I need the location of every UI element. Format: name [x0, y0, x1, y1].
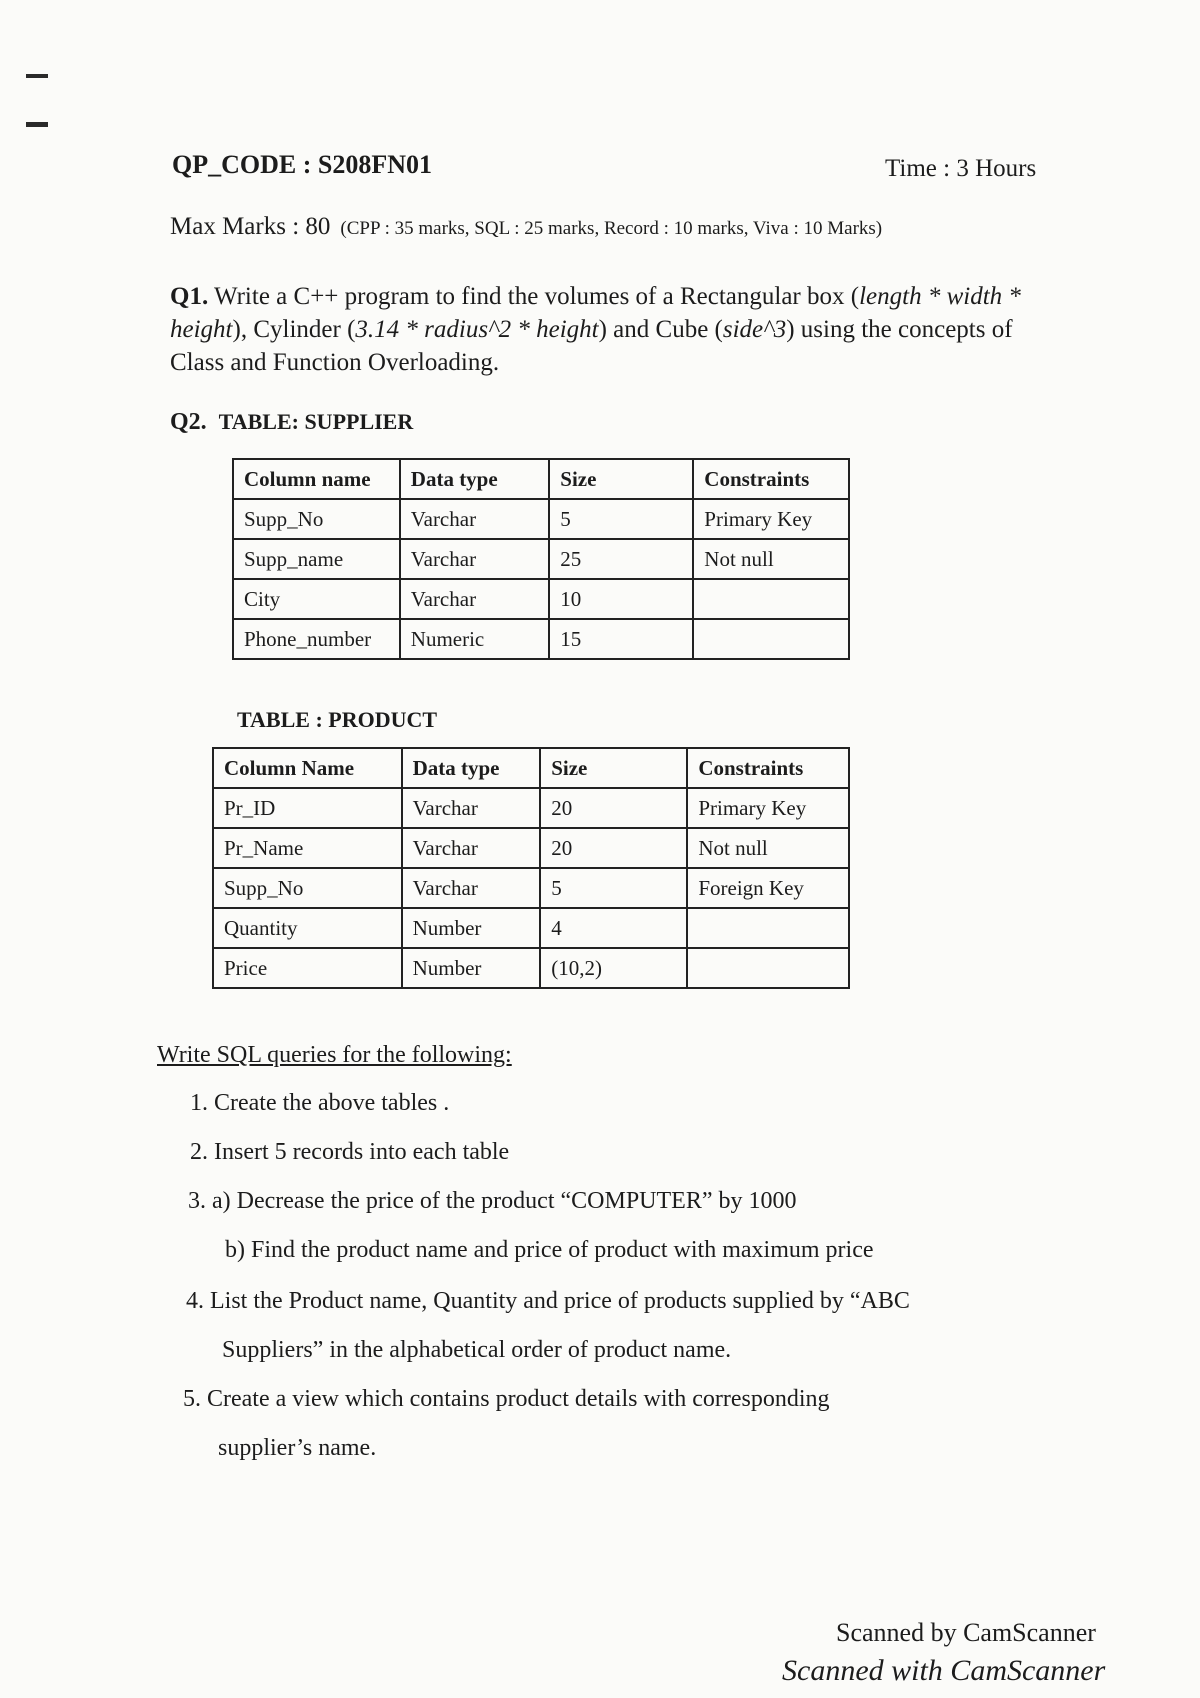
table-cell: Number — [402, 948, 541, 988]
table-cell: Supp_name — [233, 539, 400, 579]
table-cell: Primary Key — [693, 499, 849, 539]
table-cell: (10,2) — [540, 948, 687, 988]
q1-text-6: side^3 — [722, 316, 787, 343]
list-item: 2. Insert 5 records into each table — [190, 1139, 510, 1165]
header-cell: Column Name — [213, 748, 402, 788]
product-table-title: TABLE : PRODUCT — [237, 707, 438, 732]
table-cell: Varchar — [402, 788, 541, 828]
table-cell: 5 — [549, 499, 693, 539]
table-cell: 4 — [540, 908, 687, 948]
supplier-table — [232, 458, 850, 660]
table-cell: Price — [213, 948, 402, 988]
table-cell: Primary Key — [687, 788, 849, 828]
header-cell: Column name — [233, 459, 400, 499]
table-cell: Supp_No — [233, 499, 400, 539]
q1-text-4: 3.14 * radius^2 * height — [355, 316, 599, 343]
table-cell: Numeric — [400, 619, 550, 659]
max-marks — [170, 213, 882, 241]
table-row — [233, 579, 849, 619]
table-cell: Pr_Name — [213, 828, 402, 868]
scan-mark-1 — [26, 74, 48, 78]
table-cell: Phone_number — [233, 619, 400, 659]
table-cell: Varchar — [400, 539, 550, 579]
list-item: Suppliers” in the alphabetical order of product name. — [222, 1337, 732, 1363]
scanned-by-note: Scanned by CamScanner — [836, 1618, 1096, 1647]
header-cell: Data type — [400, 459, 550, 499]
scanned-with-watermark: Scanned with CamScanner — [782, 1654, 1106, 1687]
table-cell: 10 — [549, 579, 693, 619]
table-row — [213, 788, 849, 828]
table-cell — [693, 579, 849, 619]
supplier-table-title: TABLE: SUPPLIER — [218, 409, 414, 434]
table-cell: 15 — [549, 619, 693, 659]
table-cell: 25 — [549, 539, 693, 579]
table-row — [213, 948, 849, 988]
table-cell: Number — [402, 908, 541, 948]
table-cell: Varchar — [402, 828, 541, 868]
q1-text-3: ), Cylinder ( — [232, 316, 356, 343]
table-cell: Foreign Key — [687, 868, 849, 908]
question-1 — [170, 280, 1070, 379]
list-item: b) Find the product name and price of product with maximum price — [225, 1237, 874, 1263]
list-item: supplier’s name. — [218, 1435, 377, 1461]
table-cell — [687, 948, 849, 988]
list-item: 3. a) Decrease the price of the product “COMPUTER” by 1000 — [188, 1188, 797, 1214]
table-row — [233, 619, 849, 659]
sql-heading: Write SQL queries for the following: — [157, 1042, 512, 1068]
table-cell — [693, 619, 849, 659]
q1-text-2: length * width * height — [170, 283, 1021, 343]
header-cell: Constraints — [693, 459, 849, 499]
scan-mark-2 — [26, 122, 48, 127]
q1-text-5: ) and Cube ( — [598, 316, 723, 343]
table-cell: Not null — [687, 828, 849, 868]
header-cell: Size — [540, 748, 687, 788]
table-cell: Varchar — [402, 868, 541, 908]
header-cell: Data type — [402, 748, 541, 788]
table-cell: Varchar — [400, 499, 550, 539]
table-header-row — [233, 459, 849, 499]
header-cell: Size — [549, 459, 693, 499]
q1-text-1: Write a C++ program to find the volumes of a Rectangular box ( — [214, 283, 860, 310]
marks-split: (CPP : 35 marks, SQL : 25 marks, Record : 10 marks, Viva : 10 Marks) — [340, 218, 883, 239]
q2-heading — [170, 409, 413, 436]
table-cell: Supp_No — [213, 868, 402, 908]
list-item: 5. Create a view which contains product details with corresponding — [183, 1386, 830, 1412]
table-row — [213, 908, 849, 948]
table-header-row — [213, 748, 849, 788]
q1-label: Q1. — [170, 283, 209, 310]
table-row — [213, 828, 849, 868]
table-cell: Pr_ID — [213, 788, 402, 828]
time-allowed: Time : 3 Hours — [885, 155, 1037, 182]
table-cell: 5 — [540, 868, 687, 908]
table-cell: Quantity — [213, 908, 402, 948]
table-row — [233, 539, 849, 579]
max-marks-label: Max Marks : 80 — [170, 213, 331, 240]
table-cell: 20 — [540, 788, 687, 828]
table-cell: 20 — [540, 828, 687, 868]
table-cell: City — [233, 579, 400, 619]
table-cell: Not null — [693, 539, 849, 579]
qp-code: QP_CODE : S208FN01 — [172, 150, 432, 179]
list-item: 1. Create the above tables . — [190, 1090, 450, 1116]
product-table — [212, 747, 850, 989]
q1-text-7: ) using the concepts of Class and Function Overloading. — [170, 316, 1013, 376]
table-cell: Varchar — [400, 579, 550, 619]
table-cell — [687, 908, 849, 948]
q2-label: Q2. — [170, 409, 207, 435]
list-item: 4. List the Product name, Quantity and price of products supplied by “ABC — [186, 1288, 910, 1314]
table-row — [213, 868, 849, 908]
header-cell: Constraints — [687, 748, 849, 788]
table-row — [233, 499, 849, 539]
